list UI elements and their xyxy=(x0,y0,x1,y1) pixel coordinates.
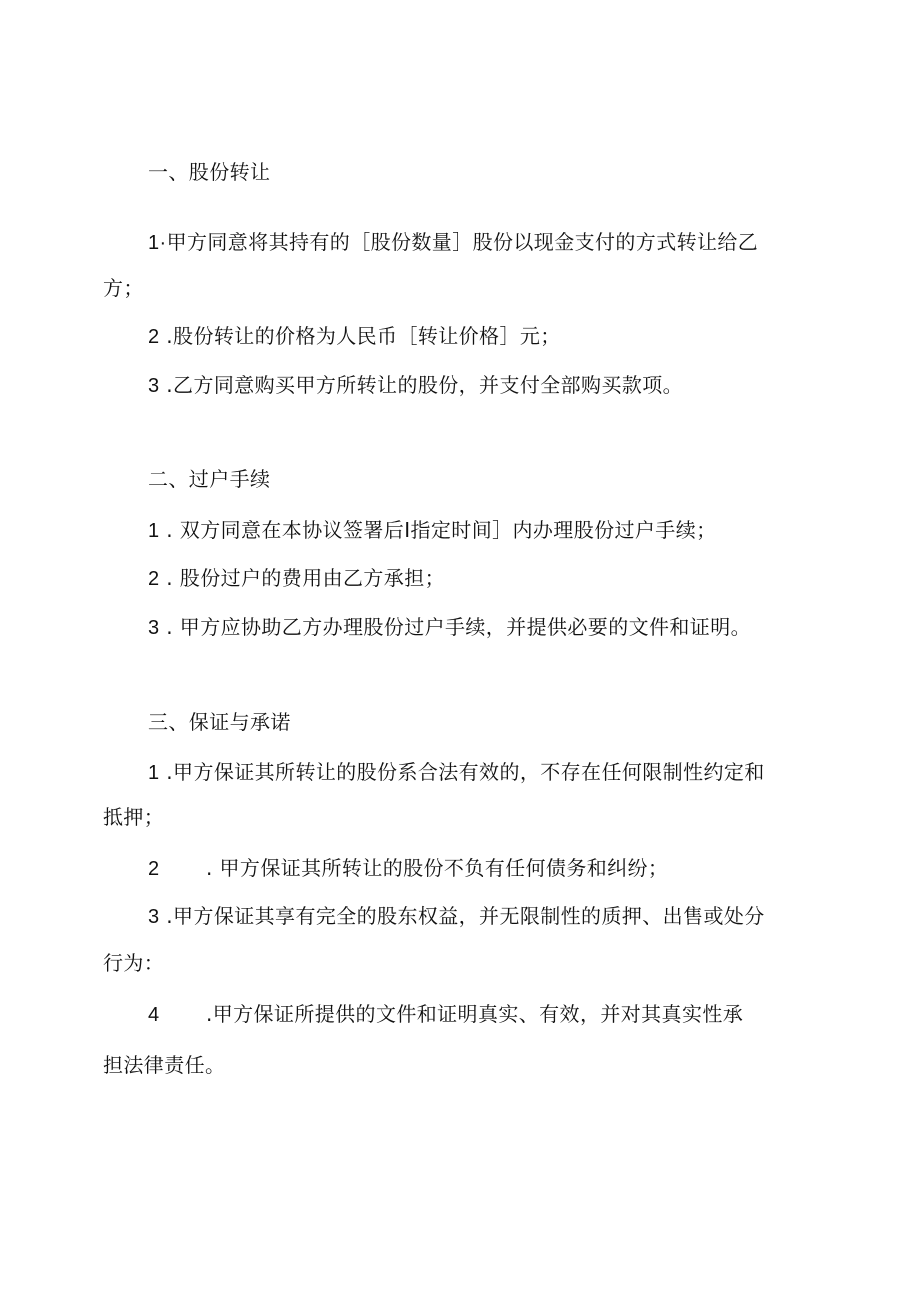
clause-number: 3 xyxy=(148,375,160,397)
clause-3-1 xyxy=(148,760,765,785)
clause-2-1 xyxy=(148,518,717,543)
clause-3-3 xyxy=(148,904,765,929)
clause-text: .甲方保证所提供的文件和证明真实、有效，并对其真实性承 xyxy=(206,1002,744,1026)
clause-number: 1 xyxy=(148,762,160,784)
clause-3-3-continuation: 行为： xyxy=(103,951,165,975)
clause-number: 2 xyxy=(148,568,160,590)
clause-text: .股份转让的价格为人民币［转让价格］元； xyxy=(159,324,561,348)
clause-1-3 xyxy=(148,373,683,398)
clause-number: 2 xyxy=(148,858,160,880)
clause-1-1-continuation: 方； xyxy=(103,276,144,300)
clause-3-1-continuation: 抵押； xyxy=(103,805,165,829)
clause-3-2 xyxy=(148,856,668,881)
clause-2-2 xyxy=(148,566,445,591)
section-heading-transfer-procedures: 二、过户手续 xyxy=(148,467,271,491)
section-heading-warranties: 三、保证与承诺 xyxy=(148,710,291,734)
clause-1-2 xyxy=(148,324,561,349)
clause-text: .甲方保证其所转让的股份系合法有效的，不存在任何限制性约定和 xyxy=(159,760,765,784)
clause-text: . 股份过户的费用由乙方承担； xyxy=(159,566,446,590)
clause-text: 甲方同意将其持有的［股份数量］股份以现金支付的方式转让给乙 xyxy=(166,230,759,254)
clause-number: 3 xyxy=(148,906,160,928)
clause-3-4-continuation: 担法律责任。 xyxy=(103,1053,226,1077)
clause-3-4 xyxy=(148,1002,743,1027)
clause-2-3 xyxy=(148,615,751,640)
clause-text: . 双方同意在本协议签署后I指定时间］内办理股份过户手续； xyxy=(159,518,717,542)
clause-text: .甲方保证其享有完全的股东权益，并无限制性的质押、出售或处分 xyxy=(159,904,765,928)
clause-number: 1 xyxy=(148,520,160,542)
clause-text: . 甲方应协助乙方办理股份过户手续，并提供必要的文件和证明。 xyxy=(159,615,752,639)
section-heading-share-transfer: 一、股份转让 xyxy=(148,160,271,184)
clause-number: 3 xyxy=(148,617,160,639)
clause-text: . 甲方保证其所转让的股份不负有任何债务和纠纷； xyxy=(206,856,669,880)
clause-number: 4 xyxy=(148,1004,160,1026)
clause-text: .乙方同意购买甲方所转让的股份，并支付全部购买款项。 xyxy=(159,373,684,397)
clause-number: 1· xyxy=(148,232,167,254)
clause-number: 2 xyxy=(148,326,160,348)
clause-1-1 xyxy=(148,230,758,255)
